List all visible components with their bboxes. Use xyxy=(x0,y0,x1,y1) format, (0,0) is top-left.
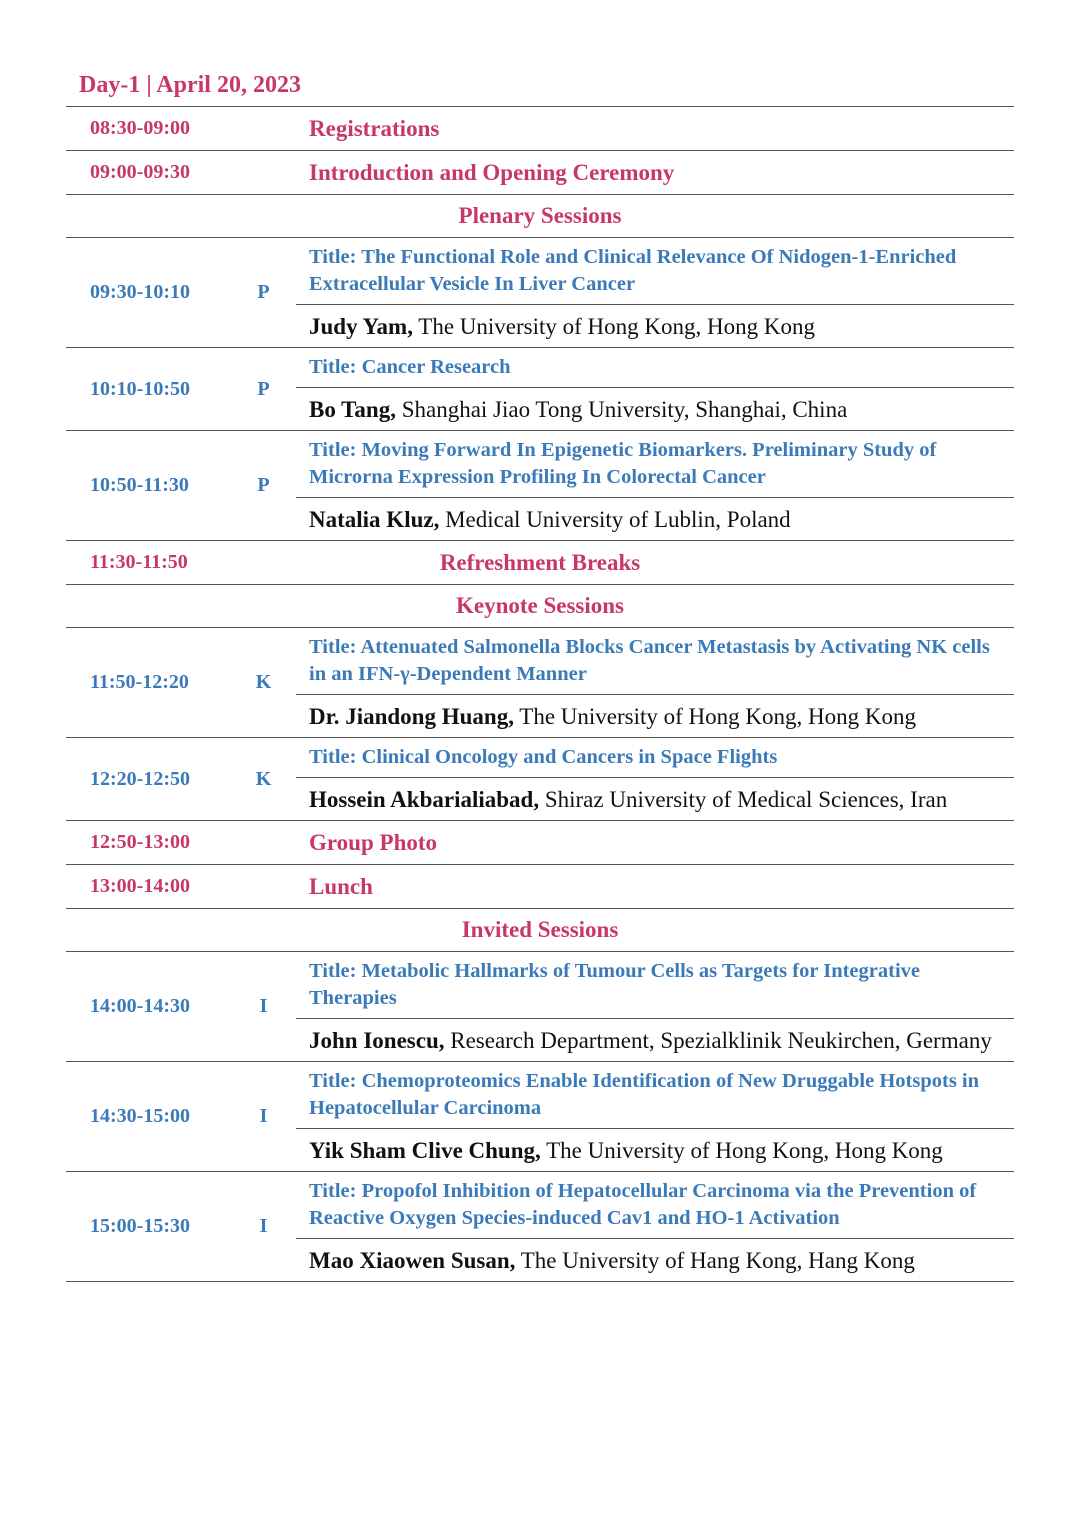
time-slot: 13:00-14:00 xyxy=(90,875,190,897)
time-slot: 12:20-12:50 xyxy=(90,767,190,790)
talk-title: Title: Attenuated Salmonella Blocks Cancer Metastasis by Activating NK cells in an IFN-γ-Dependent Manner xyxy=(296,628,1014,695)
speaker-affiliation: The University of Hong Kong, Hong Kong xyxy=(540,1138,943,1163)
talk-title: Title: Metabolic Hallmarks of Tumour Cells as Targets for Integrative Therapies xyxy=(296,952,1014,1019)
time-slot: 10:50-11:30 xyxy=(90,474,189,496)
session-type: K xyxy=(255,767,272,790)
session-row xyxy=(66,738,1014,821)
speaker-affiliation: The University of Hong Kong, Hong Kong xyxy=(412,314,815,339)
session-type: I xyxy=(259,1105,268,1127)
session-type: P xyxy=(257,281,270,303)
talk-title: Title: Cancer Research xyxy=(296,348,1014,388)
section-title: Plenary Sessions xyxy=(458,203,622,228)
time-slot: 14:30-15:00 xyxy=(90,1105,190,1127)
session-type xyxy=(231,865,296,908)
speaker-name: Hossein Akbarialiabad, xyxy=(309,787,540,812)
session-row xyxy=(66,238,1014,348)
session-type: P xyxy=(257,474,270,496)
section-header-keynote xyxy=(66,585,1014,628)
event-label: Lunch xyxy=(309,873,373,899)
event-label: Group Photo xyxy=(309,829,438,855)
speaker xyxy=(296,305,1014,347)
session-type xyxy=(231,107,296,150)
speaker-name: Natalia Kluz, xyxy=(309,507,440,532)
time-slot: 11:30-11:50 xyxy=(90,551,188,573)
schedule-table xyxy=(66,68,1014,1282)
speaker-affiliation: Shiraz University of Medical Sciences, Iran xyxy=(539,787,948,812)
event-label: Introduction and Opening Ceremony xyxy=(309,159,675,185)
day-header: Day-1 | April 20, 2023 xyxy=(66,68,1014,107)
session-row xyxy=(66,952,1014,1062)
schedule-row-break xyxy=(66,541,1014,585)
session-content xyxy=(296,1172,1014,1281)
speaker xyxy=(296,1129,1014,1171)
speaker xyxy=(296,1019,1014,1061)
time-slot: 09:30-10:10 xyxy=(90,281,190,303)
talk-title: Title: Moving Forward In Epigenetic Biomarkers. Preliminary Study of Microrna Expression Profiling In Colorectal Cancer xyxy=(296,431,1014,498)
event-label: Refreshment Breaks xyxy=(439,549,641,575)
speaker-name: Judy Yam, xyxy=(309,314,413,339)
session-type: P xyxy=(257,377,270,400)
speaker-name: Mao Xiaowen Susan, xyxy=(309,1248,516,1273)
speaker-affiliation: The University of Hang Kong, Hang Kong xyxy=(515,1248,915,1273)
speaker xyxy=(296,695,1014,737)
section-header-plenary xyxy=(66,195,1014,238)
session-type xyxy=(231,151,296,194)
session-type: I xyxy=(259,1215,268,1237)
session-content xyxy=(296,952,1014,1061)
session-content xyxy=(296,238,1014,347)
session-content xyxy=(296,431,1014,540)
time-slot: 09:00-09:30 xyxy=(90,161,190,183)
talk-title: Title: Propofol Inhibition of Hepatocellular Carcinoma via the Prevention of Reactive Oxygen Species-induced Cav1 and HO-1 Activation xyxy=(296,1172,1014,1239)
section-header-invited xyxy=(66,909,1014,952)
session-row xyxy=(66,348,1014,431)
speaker-affiliation: Research Department, Spezialklinik Neukirchen, Germany xyxy=(444,1028,992,1053)
time-slot: 10:10-10:50 xyxy=(90,377,190,400)
section-title: Invited Sessions xyxy=(461,917,619,942)
session-row xyxy=(66,431,1014,541)
event-label: Registrations xyxy=(309,115,440,141)
speaker xyxy=(296,1239,1014,1281)
session-row xyxy=(66,1062,1014,1172)
schedule-row-photo xyxy=(66,821,1014,865)
section-title: Keynote Sessions xyxy=(455,593,625,618)
time-slot: 08:30-09:00 xyxy=(90,117,190,139)
session-row xyxy=(66,628,1014,738)
session-content xyxy=(296,348,1014,430)
session-type: I xyxy=(259,995,268,1017)
schedule-row-opening xyxy=(66,151,1014,195)
session-type xyxy=(231,821,296,864)
session-content xyxy=(296,628,1014,737)
speaker-name: Dr. Jiandong Huang, xyxy=(309,704,514,729)
talk-title: Title: Clinical Oncology and Cancers in Space Flights xyxy=(296,738,1014,778)
session-type: K xyxy=(255,671,272,693)
session-row xyxy=(66,1172,1014,1282)
time-slot: 14:00-14:30 xyxy=(90,995,190,1017)
schedule-row-registrations xyxy=(66,107,1014,151)
time-slot: 11:50-12:20 xyxy=(90,671,189,693)
schedule-row-lunch xyxy=(66,865,1014,909)
speaker-name: Yik Sham Clive Chung, xyxy=(309,1138,541,1163)
time-slot: 12:50-13:00 xyxy=(90,831,190,853)
session-content xyxy=(296,738,1014,820)
speaker-name: John Ionescu, xyxy=(309,1028,445,1053)
speaker-affiliation: The University of Hong Kong, Hong Kong xyxy=(513,704,916,729)
speaker-name: Bo Tang, xyxy=(309,397,396,422)
speaker-affiliation: Shanghai Jiao Tong University, Shanghai, China xyxy=(395,397,848,422)
session-content xyxy=(296,1062,1014,1171)
talk-title: Title: Chemoproteomics Enable Identification of New Druggable Hotspots in Hepatocellular Carcinoma xyxy=(296,1062,1014,1129)
time-slot: 15:00-15:30 xyxy=(90,1215,190,1237)
speaker xyxy=(296,778,1014,820)
speaker xyxy=(296,388,1014,430)
talk-title: Title: The Functional Role and Clinical Relevance Of Nidogen-1-Enriched Extracellular Vesicle In Liver Cancer xyxy=(296,238,1014,305)
speaker xyxy=(296,498,1014,540)
speaker-affiliation: Medical University of Lublin, Poland xyxy=(439,507,791,532)
